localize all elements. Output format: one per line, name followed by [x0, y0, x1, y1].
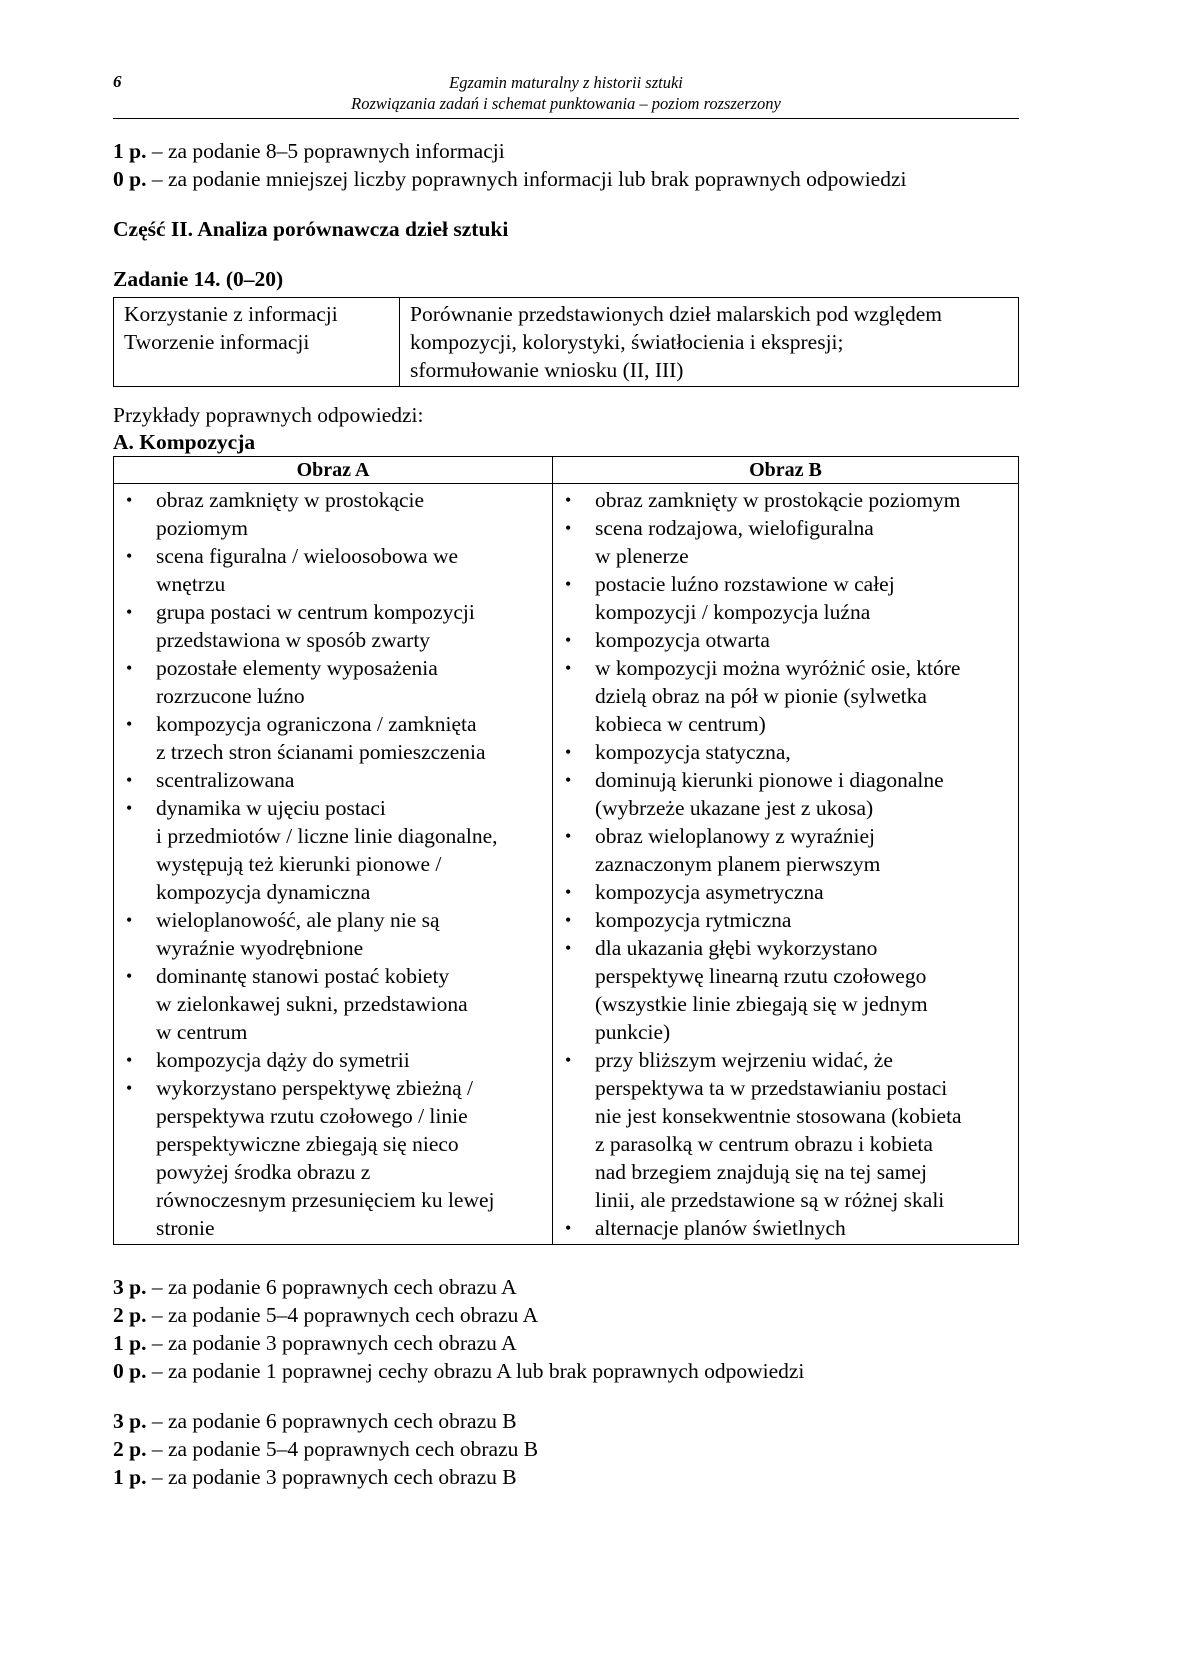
- column-b-cell: [553, 484, 1019, 1245]
- document-page: [113, 70, 1019, 1491]
- feature-line: perspektywę linearną rzutu czołowego: [595, 964, 927, 988]
- bullet-icon: •: [565, 630, 572, 650]
- scoring-text: – za podanie 6 poprawnych cech obrazu A: [146, 1275, 517, 1299]
- feature-line: dominantę stanowi postać kobiety: [156, 964, 450, 988]
- bullet-icon: •: [565, 882, 572, 902]
- feature-line: postacie luźno rozstawione w całej: [595, 572, 895, 596]
- bullet-icon: •: [565, 742, 572, 762]
- bullet-icon: •: [565, 658, 572, 678]
- feature-item: [553, 1214, 1012, 1242]
- feature-line: wykorzystano perspektywę zbieżną /: [156, 1076, 474, 1100]
- feature-item: [114, 794, 546, 906]
- feature-item: [553, 878, 1012, 906]
- feature-line: kompozycja dynamiczna: [156, 880, 371, 904]
- bullet-icon: •: [126, 546, 133, 566]
- feature-item: [114, 962, 546, 1046]
- feature-item: [553, 1046, 1012, 1214]
- feature-item: [114, 542, 546, 598]
- top-scoring: [113, 137, 1019, 193]
- feature-line: przy bliższym wejrzeniu widać, że: [595, 1048, 893, 1072]
- page-header: [113, 70, 1019, 119]
- feature-line: perspektywa ta w przedstawianiu postaci: [595, 1076, 948, 1100]
- feature-item: [114, 710, 546, 766]
- bullet-icon: •: [126, 714, 133, 734]
- feature-line: perspektywa rzutu czołowego / linie: [156, 1104, 468, 1128]
- feature-item: [114, 1074, 546, 1242]
- feature-line: wyraźnie wyodrębnione: [156, 936, 364, 960]
- bullet-icon: •: [565, 910, 572, 930]
- feature-line: linii, ale przedstawione są w różnej skali: [595, 1188, 945, 1212]
- feature-item: [553, 738, 1012, 766]
- feature-item: [114, 654, 546, 710]
- feature-item: [114, 766, 546, 794]
- feature-line: z trzech stron ścianami pomieszczenia: [156, 740, 486, 764]
- description-line: Porównanie przedstawionych dzieł malarskich pod względem: [410, 302, 942, 326]
- feature-line: alternacje planów świetlnych: [595, 1216, 846, 1240]
- feature-item: [114, 906, 546, 962]
- feature-line: nie jest konsekwentnie stosowana (kobieta: [595, 1104, 962, 1128]
- feature-line: kompozycja ograniczona / zamknięta: [156, 712, 477, 736]
- bullet-icon: •: [126, 490, 133, 510]
- scoring-text: – za podanie 5–4 poprawnych cech obrazu B: [146, 1437, 539, 1461]
- feature-item: [553, 570, 1012, 626]
- feature-line: (wybrzeże ukazane jest z ukosa): [595, 796, 874, 820]
- subsection-title: A. Kompozycja: [113, 430, 256, 454]
- feature-line: kompozycja rytmiczna: [595, 908, 792, 932]
- points: 1 p.: [113, 1331, 147, 1355]
- feature-line: dominują kierunki pionowe i diagonalne: [595, 768, 944, 792]
- feature-line: kompozycja dąży do symetrii: [156, 1048, 410, 1072]
- points: 1 p.: [113, 139, 147, 163]
- description-line: kompozycji, kolorystyki, światłocienia i ekspresji;: [410, 330, 844, 354]
- requirement-line: Tworzenie informacji: [124, 330, 310, 354]
- bullet-icon: •: [565, 826, 572, 846]
- feature-line: powyżej środka obrazu z: [156, 1160, 371, 1184]
- feature-item: [114, 1046, 546, 1074]
- scoring-line: [113, 165, 1019, 193]
- description-line: sformułowanie wniosku (II, III): [410, 358, 684, 382]
- header-title: Egzamin maturalny z historii sztuki: [449, 73, 683, 92]
- bullet-icon: •: [126, 798, 133, 818]
- feature-line: w plenerze: [595, 544, 689, 568]
- scoring-line: [113, 1329, 1019, 1357]
- bullet-icon: •: [565, 1218, 572, 1238]
- feature-item: [553, 822, 1012, 878]
- scoring-text: – za podanie 3 poprawnych cech obrazu B: [146, 1465, 517, 1489]
- points: 3 p.: [113, 1275, 147, 1299]
- bullet-icon: •: [126, 1078, 133, 1098]
- points: 0 p.: [113, 1359, 147, 1383]
- skills-table: [113, 297, 1019, 387]
- feature-item: [553, 654, 1012, 738]
- scoring-line: [113, 1435, 1019, 1463]
- feature-line: występują też kierunki pionowe /: [156, 852, 442, 876]
- bullet-icon: •: [565, 770, 572, 790]
- scoring-text: – za podanie 6 poprawnych cech obrazu B: [146, 1409, 517, 1433]
- bullet-icon: •: [126, 1050, 133, 1070]
- bullet-icon: •: [126, 770, 133, 790]
- feature-line: przedstawiona w sposób zwarty: [156, 628, 431, 652]
- feature-line: perspektywiczne zbiegają się nieco: [156, 1132, 459, 1156]
- bullet-icon: •: [126, 602, 133, 622]
- feature-line: poziomym: [156, 516, 248, 540]
- feature-item: [553, 626, 1012, 654]
- feature-item: [114, 598, 546, 654]
- feature-line: równoczesnym przesunięciem ku lewej: [156, 1188, 495, 1212]
- feature-line: w centrum: [156, 1020, 248, 1044]
- feature-item: [553, 766, 1012, 822]
- feature-line: nad brzegiem znajdują się na tej samej: [595, 1160, 927, 1184]
- bullet-icon: •: [126, 966, 133, 986]
- column-a-cell: [114, 484, 553, 1245]
- feature-line: scentralizowana: [156, 768, 295, 792]
- feature-line: kobieca w centrum): [595, 712, 766, 736]
- task-title: Zadanie 14. (0–20): [113, 267, 284, 291]
- column-header-b: Obraz B: [553, 457, 1019, 484]
- bullet-icon: •: [565, 490, 572, 510]
- scoring-b: [113, 1407, 1019, 1491]
- feature-line: kompozycja asymetryczna: [595, 880, 824, 904]
- page-number: 6: [113, 72, 122, 91]
- feature-line: i przedmiotów / liczne linie diagonalne,: [156, 824, 498, 848]
- scoring-text: – za podanie 5–4 poprawnych cech obrazu A: [146, 1303, 539, 1327]
- feature-line: zaznaczonym planem pierwszym: [595, 852, 881, 876]
- header-subtitle: Rozwiązania zadań i schemat punktowania – poziom rozszerzony: [351, 94, 781, 113]
- bullet-icon: •: [565, 938, 572, 958]
- scoring-line: [113, 137, 1019, 165]
- feature-line: kompozycji / kompozycja luźna: [595, 600, 871, 624]
- feature-item: [553, 514, 1012, 570]
- feature-item: [553, 906, 1012, 934]
- feature-line: obraz wieloplanowy z wyraźniej: [595, 824, 875, 848]
- feature-line: punkcie): [595, 1020, 671, 1044]
- points: 3 p.: [113, 1409, 147, 1433]
- points: 2 p.: [113, 1303, 147, 1327]
- bullet-icon: •: [126, 910, 133, 930]
- feature-line: scena rodzajowa, wielofiguralna: [595, 516, 874, 540]
- feature-line: kompozycja otwarta: [595, 628, 770, 652]
- points: 1 p.: [113, 1465, 147, 1489]
- feature-line: stronie: [156, 1216, 215, 1240]
- scoring-line: [113, 1273, 1019, 1301]
- bullet-icon: •: [126, 658, 133, 678]
- scoring-line: [113, 1357, 1019, 1385]
- feature-item: [553, 486, 1012, 514]
- feature-list-b: [553, 486, 1012, 1242]
- feature-line: w kompozycji można wyróżnić osie, które: [595, 656, 961, 680]
- feature-item: [553, 934, 1012, 1046]
- feature-item: [114, 486, 546, 542]
- feature-line: w zielonkawej sukni, przedstawiona: [156, 992, 468, 1016]
- scoring-text: – za podanie 3 poprawnych cech obrazu A: [146, 1331, 517, 1355]
- feature-line: scena figuralna / wieloosobowa we: [156, 544, 459, 568]
- scoring-text: – za podanie 1 poprawnej cechy obrazu A lub brak poprawnych odpowiedzi: [146, 1359, 805, 1383]
- feature-line: (wszystkie linie zbiegają się w jednym: [595, 992, 928, 1016]
- examples-label: Przykłady poprawnych odpowiedzi:: [113, 403, 424, 427]
- scoring-line: [113, 1407, 1019, 1435]
- section-title: Część II. Analiza porównawcza dzieł sztuki: [113, 217, 509, 241]
- requirement-line: Korzystanie z informacji: [124, 302, 338, 326]
- feature-line: dzielą obraz na pół w pionie (sylwetka: [595, 684, 927, 708]
- bullet-icon: •: [565, 518, 572, 538]
- scoring-line: [113, 1463, 1019, 1491]
- feature-line: rozrzucone luźno: [156, 684, 305, 708]
- feature-line: wnętrzu: [156, 572, 226, 596]
- points: 0 p.: [113, 167, 147, 191]
- bullet-icon: •: [565, 574, 572, 594]
- comparison-table: [113, 456, 1019, 1245]
- feature-line: z parasolką w centrum obrazu i kobieta: [595, 1132, 933, 1156]
- column-header-a: Obraz A: [114, 457, 553, 484]
- feature-line: dla ukazania głębi wykorzystano: [595, 936, 878, 960]
- scoring-text: – za podanie 8–5 poprawnych informacji: [146, 139, 505, 163]
- feature-list-a: [114, 486, 546, 1242]
- points: 2 p.: [113, 1437, 147, 1461]
- feature-line: grupa postaci w centrum kompozycji: [156, 600, 475, 624]
- skills-description-cell: [400, 298, 1019, 387]
- scoring-line: [113, 1301, 1019, 1329]
- feature-line: pozostałe elementy wyposażenia: [156, 656, 438, 680]
- bullet-icon: •: [565, 1050, 572, 1070]
- scoring-a: [113, 1273, 1019, 1385]
- feature-line: kompozycja statyczna,: [595, 740, 791, 764]
- feature-line: wieloplanowość, ale plany nie są: [156, 908, 440, 932]
- feature-line: dynamika w ujęciu postaci: [156, 796, 386, 820]
- scoring-text: – za podanie mniejszej liczby poprawnych informacji lub brak poprawnych odpowiedzi: [146, 167, 907, 191]
- feature-line: obraz zamknięty w prostokącie poziomym: [595, 488, 961, 512]
- skills-requirements-cell: [114, 298, 400, 387]
- feature-line: obraz zamknięty w prostokącie: [156, 488, 425, 512]
